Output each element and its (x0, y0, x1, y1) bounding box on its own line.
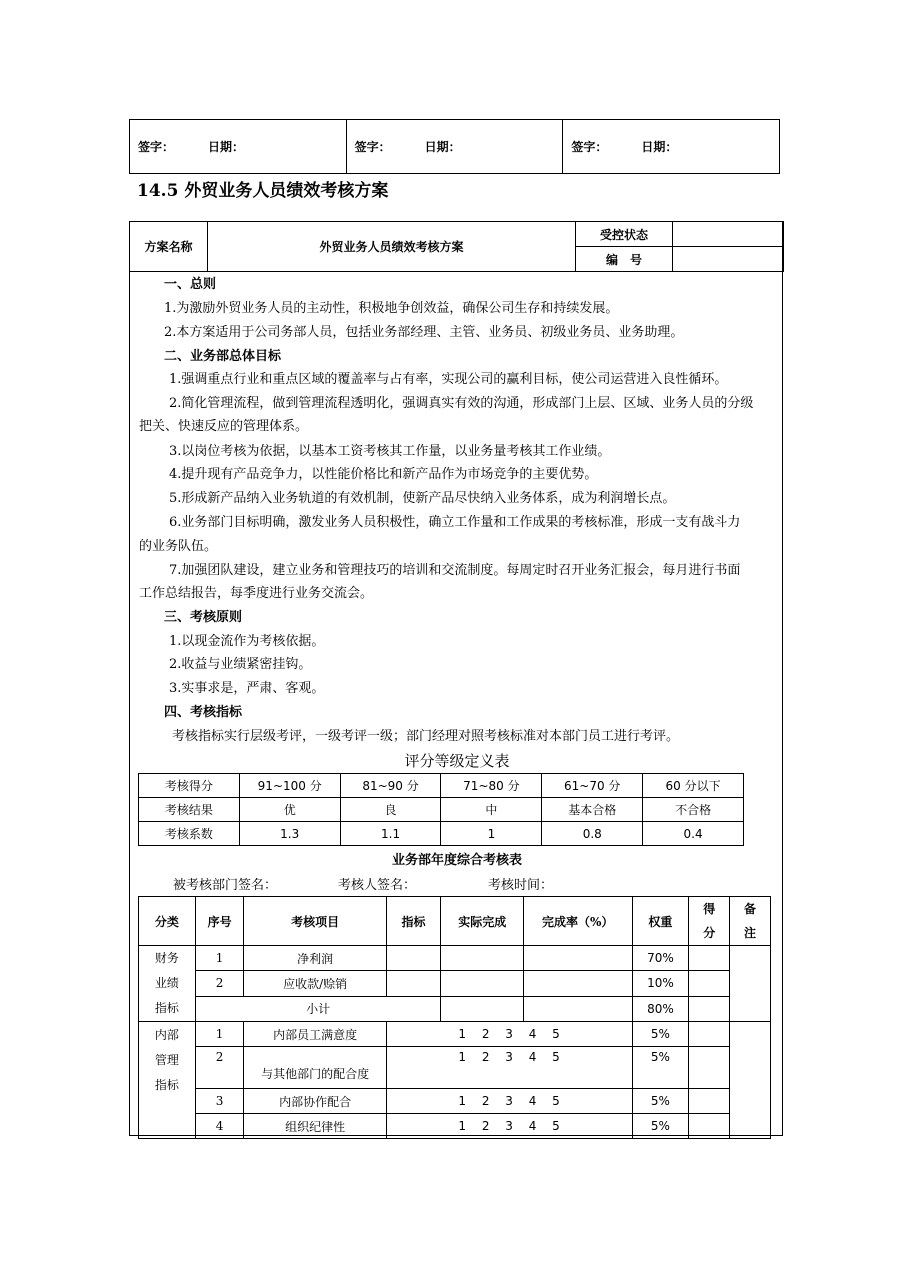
assessor-sign-label: 考核人签名： (338, 878, 417, 893)
paragraph: 的业务队伍。 (139, 539, 218, 554)
category-finance: 财务 业绩 指标 (139, 946, 196, 1022)
weight-cell: 5% (632, 1089, 689, 1114)
table-cell: 基本合格 (542, 798, 643, 822)
dept-sign-label: 被考核部门签名： (173, 878, 278, 893)
section-2-title: 二、业务部总体目标 (164, 349, 282, 364)
annual-assessment-table (138, 896, 771, 1139)
score-cell[interactable] (689, 996, 730, 1021)
table-row (139, 1114, 771, 1139)
section-heading: 14.5 外贸业务人员绩效考核方案 (137, 181, 389, 201)
control-status-label: 受控状态 (576, 222, 673, 247)
paragraph: 考核指标实行层级考评，一级考评一级；部门经理对照考核标准对本部门员工进行考评。 (172, 729, 680, 744)
section-1-title: 一、总则 (164, 277, 217, 292)
score-cell[interactable] (689, 971, 730, 996)
actual-cell[interactable] (441, 971, 524, 996)
header-actual: 实际完成 (441, 897, 524, 946)
annual-sign-line (173, 874, 553, 893)
header-item: 考核项目 (244, 897, 386, 946)
date-label: 日期： (208, 140, 245, 154)
weight-cell: 5% (632, 1114, 689, 1139)
table-cell: 中 (441, 798, 542, 822)
table-cell: 71~80 分 (441, 774, 542, 798)
seq-cell: 3 (195, 1089, 244, 1114)
table-cell: 不合格 (643, 798, 744, 822)
table-cell: 81~90 分 (340, 774, 441, 798)
table-cell: 考核得分 (139, 774, 240, 798)
header-indicator: 指标 (386, 897, 441, 946)
paragraph: 3.以岗位考核为依据，以基本工资考核其工作量，以业务量考核其工作业绩。 (169, 444, 611, 459)
paragraph: 工作总结报告，每季度进行业务交流会。 (139, 586, 374, 601)
rate-cell[interactable] (523, 996, 632, 1021)
score-cell[interactable] (689, 1047, 730, 1089)
signature-table (129, 119, 780, 174)
paragraph: 2.收益与业绩紧密挂钩。 (169, 657, 312, 672)
score-cell[interactable] (689, 1022, 730, 1047)
table-cell: 1 (441, 822, 542, 846)
annual-table-title: 业务部年度综合考核表 (391, 853, 522, 868)
weight-cell: 80% (632, 996, 689, 1021)
item-cell: 净利润 (244, 946, 386, 971)
actual-cell[interactable] (441, 946, 524, 971)
plan-name-value: 外贸业务人员绩效考核方案 (208, 222, 576, 272)
rate-cell[interactable] (523, 946, 632, 971)
seq-cell: 4 (195, 1114, 244, 1139)
seq-cell: 2 (195, 1047, 244, 1089)
table-cell: 1.3 (239, 822, 340, 846)
actual-cell[interactable] (441, 996, 524, 1021)
rating-scale[interactable]: 1 2 3 4 5 (386, 1022, 632, 1047)
item-cell: 应收款/赊销 (244, 971, 386, 996)
weight-cell: 5% (632, 1047, 689, 1089)
item-cell: 组织纪律性 (244, 1114, 386, 1139)
table-cell: 91~100 分 (239, 774, 340, 798)
date-label: 日期： (641, 140, 678, 154)
note-cell[interactable] (730, 1022, 771, 1139)
paragraph: 7.加强团队建设，建立业务和管理技巧的培训和交流制度。每周定时召开业务汇报会，每月进行书面 (169, 563, 741, 578)
indicator-cell[interactable] (386, 971, 441, 996)
weight-cell: 5% (632, 1022, 689, 1047)
seq-cell: 1 (195, 946, 244, 971)
rating-scale[interactable]: 1 2 3 4 5 (386, 1114, 632, 1139)
date-label: 日期： (424, 140, 461, 154)
table-cell: 0.8 (542, 822, 643, 846)
grade-table-caption: 评分等级定义表 (404, 752, 510, 770)
assessment-time-label: 考核时间： (488, 878, 554, 893)
table-row (139, 822, 744, 846)
table-row (139, 1022, 771, 1047)
rating-scale[interactable]: 1 2 3 4 5 (386, 1089, 632, 1114)
plan-document-box (129, 221, 783, 1136)
header-rate: 完成率（%） (523, 897, 632, 946)
table-row (139, 1047, 771, 1089)
seq-cell: 2 (195, 971, 244, 996)
table-row (139, 946, 771, 971)
table-header-row (139, 897, 771, 946)
header-seq: 序号 (195, 897, 244, 946)
paragraph: 3.实事求是，严肃、客观。 (169, 681, 325, 696)
score-cell[interactable] (689, 1089, 730, 1114)
sign-label: 签字： (138, 140, 175, 154)
table-cell: 61~70 分 (542, 774, 643, 798)
indicator-cell[interactable] (386, 946, 441, 971)
table-cell: 优 (239, 798, 340, 822)
table-row (139, 1089, 771, 1114)
item-cell: 内部员工满意度 (244, 1022, 386, 1047)
number-value[interactable] (673, 247, 784, 272)
number-label: 编 号 (576, 247, 673, 272)
paragraph: 1.以现金流作为考核依据。 (169, 634, 325, 649)
signature-cell (563, 120, 780, 174)
item-cell: 与其他部门的配合度 (244, 1047, 386, 1089)
signature-cell (346, 120, 563, 174)
table-row (139, 774, 744, 798)
section-4-title: 四、考核指标 (164, 705, 243, 720)
subtotal-label: 小计 (195, 996, 441, 1021)
table-row (139, 798, 744, 822)
table-cell: 考核结果 (139, 798, 240, 822)
paragraph: 2.简化管理流程，做到管理流程透明化，强调真实有效的沟通，形成部门上层、区域、业务人员的分级 (169, 396, 754, 411)
table-cell: 良 (340, 798, 441, 822)
item-cell: 内部协作配合 (244, 1089, 386, 1114)
score-cell[interactable] (689, 946, 730, 971)
signature-cell (130, 120, 347, 174)
weight-cell: 70% (632, 946, 689, 971)
rating-scale[interactable]: 1 2 3 4 5 (386, 1047, 632, 1089)
table-cell: 60 分以下 (643, 774, 744, 798)
table-row (139, 971, 771, 996)
sign-label: 签字： (354, 140, 391, 154)
table-row (139, 996, 771, 1021)
rate-cell[interactable] (523, 971, 632, 996)
note-cell[interactable] (730, 946, 771, 1022)
paragraph: 1.为激励外贸业务人员的主动性，积极地争创效益，确保公司生存和持续发展。 (164, 301, 619, 316)
section-3-title: 三、考核原则 (164, 610, 243, 625)
plan-header-table (129, 221, 784, 272)
paragraph: 1.强调重点行业和重点区域的覆盖率与占有率，实现公司的赢利目标，使公司运营进入良性循环。 (169, 372, 728, 387)
paragraph: 把关、快速反应的管理体系。 (139, 419, 309, 434)
category-internal: 内部 管理 指标 (139, 1022, 196, 1139)
control-status-value[interactable] (673, 222, 784, 247)
paragraph: 5.形成新产品纳入业务轨道的有效机制，使新产品尽快纳入业务体系，成为利润增长点。 (169, 491, 676, 506)
paragraph: 2.本方案适用于公司务部人员，包括业务部经理、主管、业务员、初级业务员、业务助理。 (164, 325, 684, 340)
header-note: 备 注 (730, 897, 771, 946)
plan-name-label: 方案名称 (130, 222, 208, 272)
paragraph: 6.业务部门目标明确，激发业务人员积极性，确立工作量和工作成果的考核标准，形成一支有战斗力 (169, 515, 741, 530)
grade-definition-table (138, 773, 744, 846)
paragraph: 4.提升现有产品竞争力，以性能价格比和新产品作为市场竞争的主要优势。 (169, 467, 598, 482)
table-cell: 0.4 (643, 822, 744, 846)
header-score: 得 分 (689, 897, 730, 946)
sign-label: 签字： (571, 140, 608, 154)
seq-cell: 1 (195, 1022, 244, 1047)
header-weight: 权重 (632, 897, 689, 946)
header-category: 分类 (139, 897, 196, 946)
table-cell: 考核系数 (139, 822, 240, 846)
weight-cell: 10% (632, 971, 689, 996)
table-cell: 1.1 (340, 822, 441, 846)
score-cell[interactable] (689, 1114, 730, 1139)
